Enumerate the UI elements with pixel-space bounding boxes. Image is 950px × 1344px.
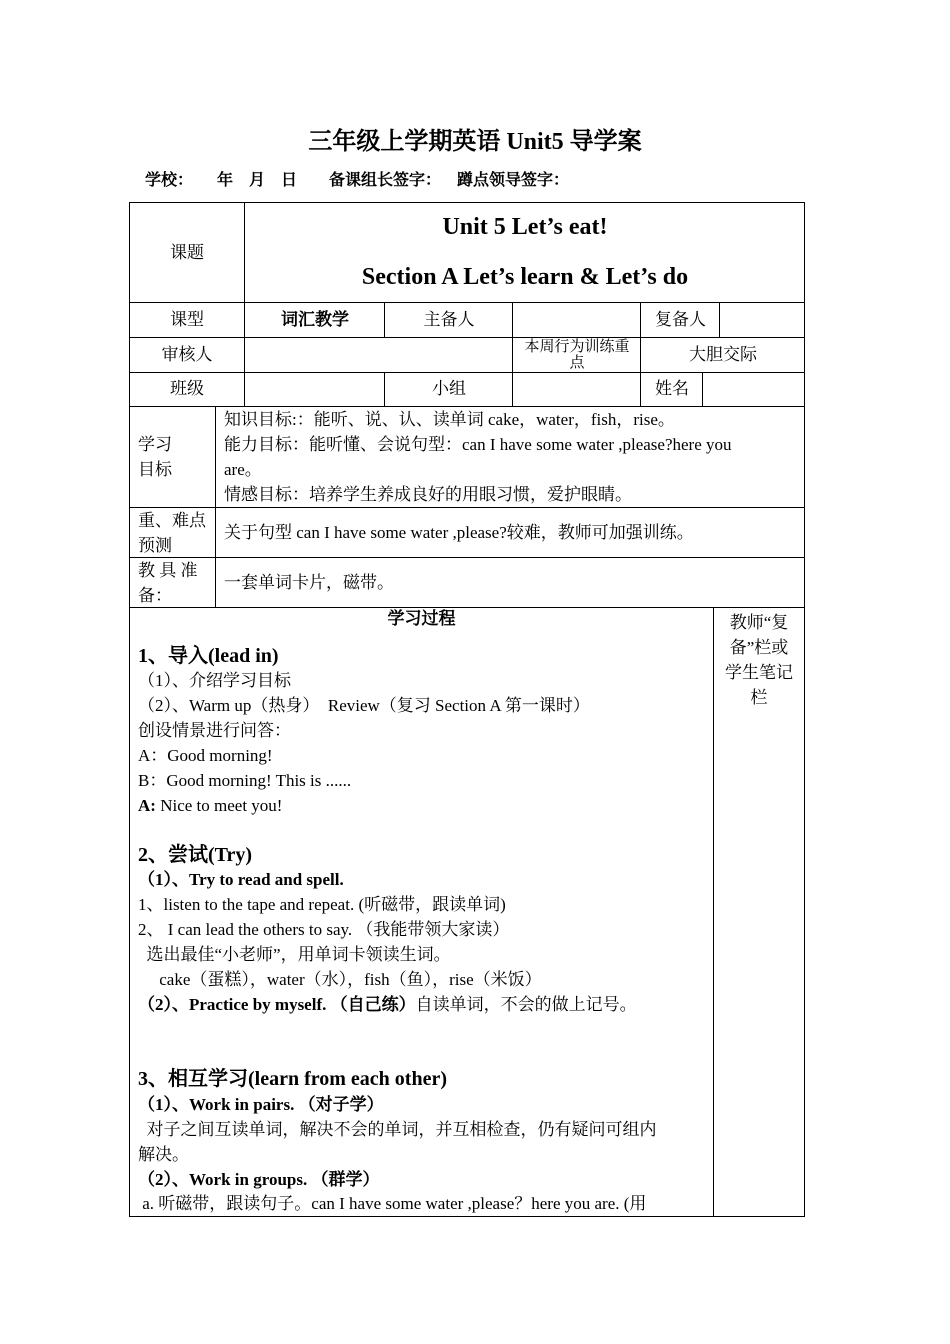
- section-1-line-3: 创设情景进行问答：: [138, 721, 291, 740]
- difficulty-label-line2: 预测: [138, 536, 172, 555]
- notes-column-line2: 备”栏或: [729, 638, 789, 657]
- goal-knowledge: 知识目标:：能听、说、认、读单词 cake，water，fish，rise。: [224, 410, 675, 429]
- goals-label-line2: 目标: [138, 460, 172, 479]
- section-2-line-2: 1、listen to the tape and repeat. (听磁带，跟读单词): [138, 895, 506, 914]
- dialogue-b-1: B：Good morning! This is ......: [138, 771, 352, 790]
- section-2-heading: 2、尝试(Try): [138, 844, 253, 866]
- tools-label-line2: 备：: [138, 586, 172, 605]
- topic-section-title: Section A Let’s learn & Let’s do: [361, 264, 689, 290]
- lesson-type-label: 课型: [170, 310, 204, 329]
- section-3-line-5: a. 听磁带，跟读句子。can I have some water ,please？here you are. (用: [138, 1194, 647, 1213]
- section-1-line-1: （1）、介绍学习目标: [138, 671, 291, 690]
- group-label: 小组: [432, 379, 466, 398]
- section-1-line-2: （2）、Warm up（热身） Review（复习 Section A 第一课时）: [138, 696, 590, 715]
- topic-unit-title: Unit 5 Let’s eat!: [442, 214, 608, 240]
- goal-ability: 能力目标：能听懂、会说句型：can I have some water ,please?here you: [224, 435, 732, 454]
- topic-label: 课题: [170, 243, 204, 262]
- notes-column-line4: 栏: [750, 688, 768, 707]
- difficulty-label-line1: 重、难点: [138, 511, 206, 530]
- section-3-line-3: 解决。: [138, 1145, 189, 1164]
- section-3-line-1: （1）、Work in pairs. （对子学）: [138, 1095, 384, 1114]
- weekly-focus-label: 本周行为训练重点: [524, 339, 630, 371]
- name-label: 姓名: [655, 379, 689, 398]
- dialogue-a-2-text: Nice to meet you!: [155, 796, 283, 815]
- section-2-line-6: [138, 992, 637, 1017]
- lesson-type-value: 词汇教学: [281, 310, 349, 329]
- difficulty-value: 关于句型 can I have some water ,please?较难，教师可加强训练。: [224, 523, 694, 542]
- section-2-line-4: 选出最佳“小老师”，用单词卡领读生词。: [138, 945, 451, 964]
- section-3-line-4: （2）、Work in groups. （群学）: [138, 1170, 380, 1189]
- class-label: 班级: [170, 379, 204, 398]
- section-2-vocab-line: cake（蛋糕），water（水），fish（鱼），rise（米饭）: [138, 970, 542, 989]
- section-2-line-6-bold: （2）、Practice by myself. （自己练）: [138, 995, 416, 1014]
- weekly-focus-value: 大胆交际: [689, 345, 757, 364]
- dialogue-a-1: A：Good morning!: [138, 746, 273, 765]
- dialogue-a-2-speaker: A:: [138, 796, 156, 815]
- goal-emotion: 情感目标：培养学生养成良好的用眼习惯，爱护眼睛。: [224, 485, 632, 504]
- section-2-line-3: 2、 I can lead the others to say. （我能带领大家读）: [138, 920, 510, 939]
- notes-column-line3: 学生笔记: [725, 663, 793, 682]
- section-3-heading: 3、相互学习(learn from each other): [138, 1068, 448, 1090]
- main-preparer-label: 主备人: [423, 310, 475, 329]
- notes-column-line1: 教师“复: [729, 613, 789, 632]
- section-2-line-1: （1）、Try to read and spell.: [138, 870, 344, 889]
- process-title: 学习过程: [387, 609, 456, 628]
- section-3-line-2: 对子之间互读单词，解决不会的单词，并互相检查，仍有疑问可组内: [138, 1120, 657, 1139]
- co-preparer-label: 复备人: [655, 310, 706, 329]
- section-1-heading: 1、导入(lead in): [138, 645, 279, 667]
- document-title: 三年级上学期英语 Unit5 导学案: [308, 129, 642, 155]
- goal-ability-continued: are。: [224, 460, 262, 479]
- tools-value: 一套单词卡片，磁带。: [224, 573, 394, 592]
- signature-meta-line: 学校： 年 月 日 备课组长签字： 蹲点领导签字：: [145, 172, 570, 189]
- reviewer-label: 审核人: [161, 345, 213, 364]
- section-2-line-6-text: 自读单词，不会的做上记号。: [415, 995, 637, 1014]
- tools-label-line1: 教 具 准: [138, 561, 198, 580]
- goals-label-line1: 学习: [138, 435, 172, 454]
- dialogue-a-2: [138, 793, 282, 818]
